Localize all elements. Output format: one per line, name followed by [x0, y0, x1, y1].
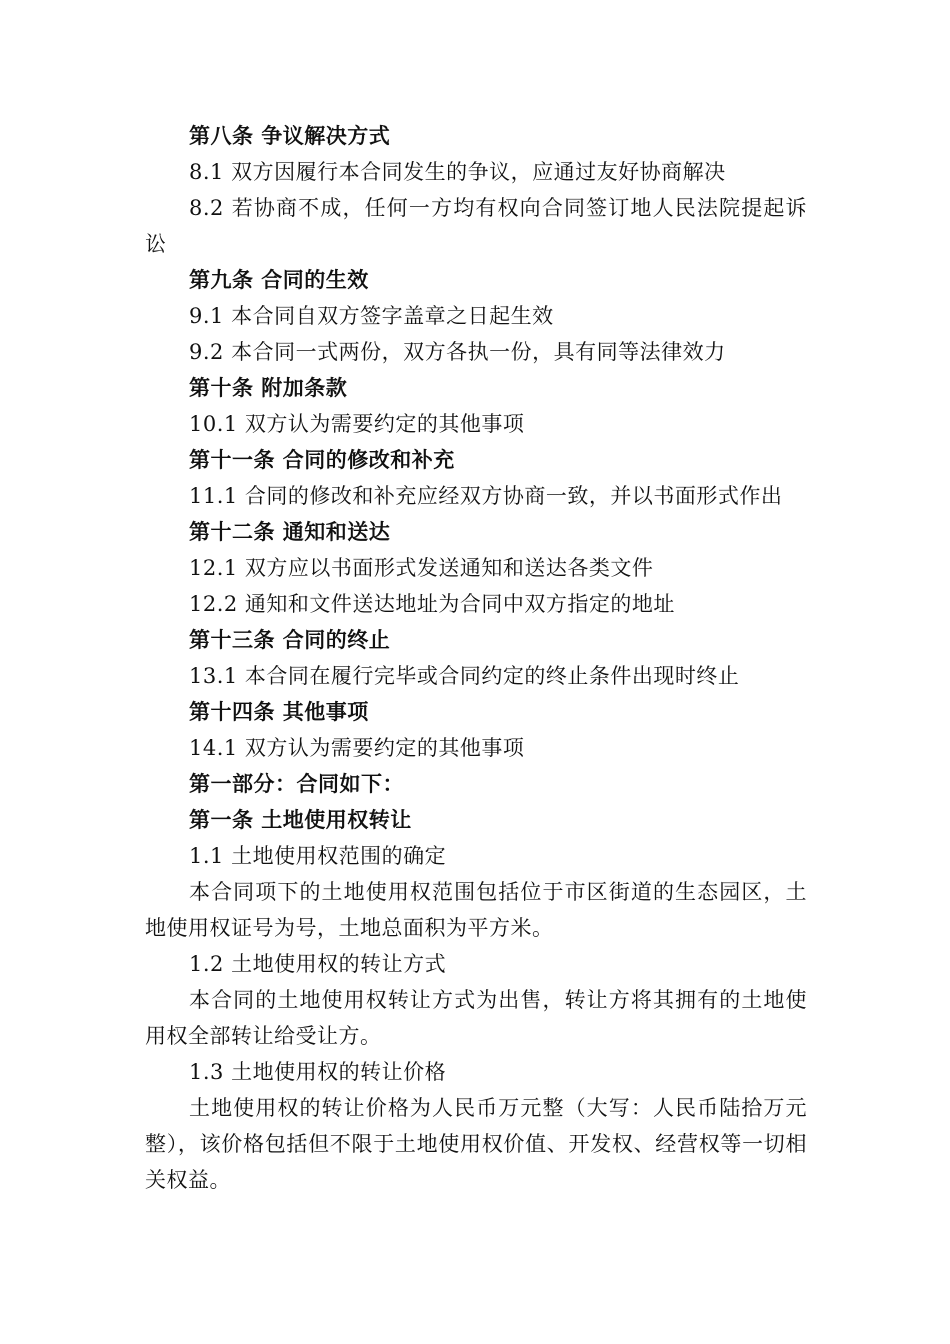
part-1-heading: 第一部分：合同如下： [189, 772, 404, 796]
article-13-heading: 第十三条 合同的终止 [189, 628, 391, 652]
article-11-heading: 第十一条 合同的修改和补充 [189, 448, 455, 472]
clause-12-2: 12.2 通知和文件送达地址为合同中双方指定的地址 [189, 592, 675, 616]
clause-1-1-body: 本合同项下的土地使用权范围包括位于市区街道的生态园区，土地使用权证号为号，土地总面积为平方米。 [145, 880, 807, 940]
article-12-heading: 第十二条 通知和送达 [189, 520, 391, 544]
clause-11-1: 11.1 合同的修改和补充应经双方协商一致，并以书面形式作出 [189, 484, 783, 508]
clause-1-2-title: 1.2 土地使用权的转让方式 [189, 952, 447, 976]
clause-14-1: 14.1 双方认为需要约定的其他事项 [189, 736, 525, 760]
article-10-heading: 第十条 附加条款 [189, 376, 348, 400]
clause-12-1: 12.1 双方应以书面形式发送通知和送达各类文件 [189, 556, 654, 580]
clause-10-1: 10.1 双方认为需要约定的其他事项 [189, 412, 525, 436]
clause-1-3-body: 土地使用权的转让价格为人民币万元整（大写：人民币陆拾万元整），该价格包括但不限于土地使用权价值、开发权、经营权等一切相关权益。 [145, 1096, 807, 1192]
clause-8-1: 8.1 双方因履行本合同发生的争议，应通过友好协商解决 [189, 160, 726, 184]
clause-9-1: 9.1 本合同自双方签字盖章之日起生效 [189, 304, 554, 328]
clause-1-1-title: 1.1 土地使用权范围的确定 [189, 844, 447, 868]
clause-8-2: 8.2 若协商不成，任何一方均有权向合同签订地人民法院提起诉讼 [145, 196, 807, 256]
article-8-heading: 第八条 争议解决方式 [189, 124, 391, 148]
clause-1-3-title: 1.3 土地使用权的转让价格 [189, 1060, 447, 1084]
clause-13-1: 13.1 本合同在履行完毕或合同约定的终止条件出现时终止 [189, 664, 740, 688]
article-14-heading: 第十四条 其他事项 [189, 700, 369, 724]
clause-1-2-body: 本合同的土地使用权转让方式为出售，转让方将其拥有的土地使用权全部转让给受让方。 [145, 988, 807, 1048]
article-9-heading: 第九条 合同的生效 [189, 268, 369, 292]
contract-text-body [145, 118, 807, 1198]
clause-9-2: 9.2 本合同一式两份，双方各执一份，具有同等法律效力 [189, 340, 726, 364]
article-1-heading: 第一条 土地使用权转让 [189, 808, 412, 832]
